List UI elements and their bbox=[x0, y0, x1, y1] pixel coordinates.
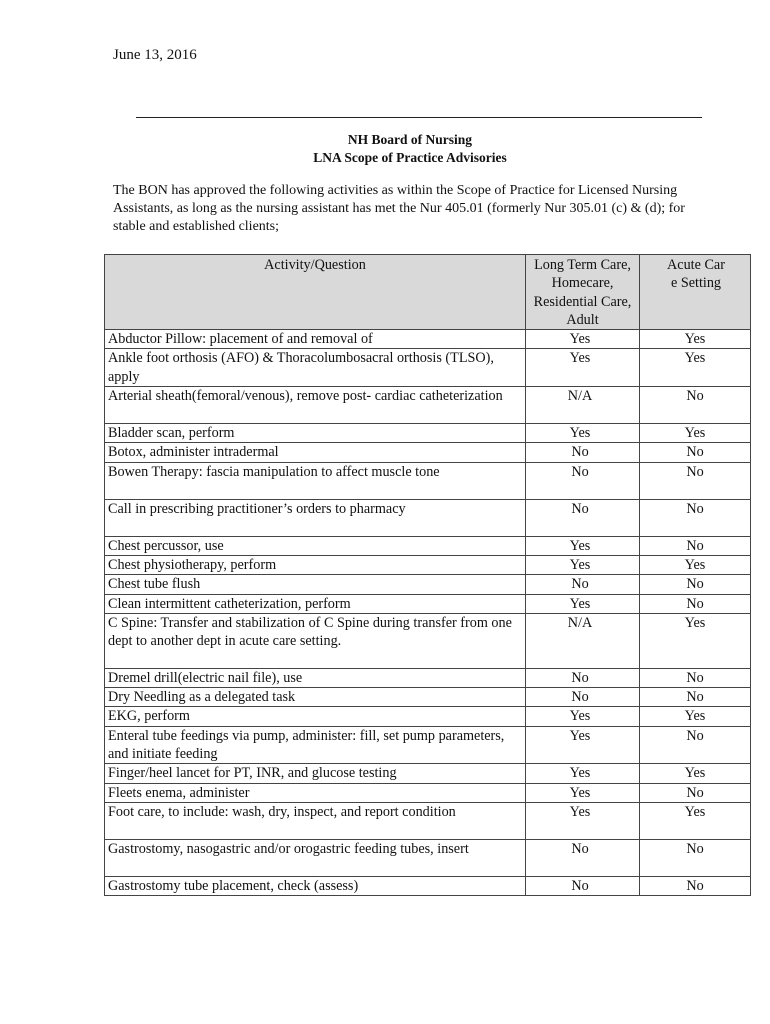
acute-care-cell: No bbox=[640, 726, 751, 764]
table-row bbox=[105, 764, 751, 783]
acute-care-cell: No bbox=[640, 594, 751, 613]
table-row bbox=[105, 688, 751, 707]
acute-care-cell: No bbox=[640, 575, 751, 594]
long-term-care-cell: N/A bbox=[526, 387, 640, 424]
long-term-care-cell: Yes bbox=[526, 536, 640, 555]
table-row bbox=[105, 424, 751, 443]
activity-cell: Dremel drill(electric nail file), use bbox=[105, 668, 526, 687]
acute-care-cell: Yes bbox=[640, 330, 751, 349]
acute-care-cell: Yes bbox=[640, 707, 751, 726]
activity-cell: Chest physiotherapy, perform bbox=[105, 555, 526, 574]
table-row bbox=[105, 387, 751, 424]
acute-care-cell: No bbox=[640, 387, 751, 424]
activity-cell: C Spine: Transfer and stabilization of C Spine during transfer from one dept to another dept in acute care setting. bbox=[105, 613, 526, 668]
column-header-acute-care: Acute Care Setting bbox=[640, 255, 751, 330]
table-row bbox=[105, 783, 751, 802]
activity-cell: Chest percussor, use bbox=[105, 536, 526, 555]
long-term-care-cell: Yes bbox=[526, 764, 640, 783]
long-term-care-cell: No bbox=[526, 688, 640, 707]
table-row bbox=[105, 668, 751, 687]
activity-cell: Dry Needling as a delegated task bbox=[105, 688, 526, 707]
activity-cell: Fleets enema, administer bbox=[105, 783, 526, 802]
activity-cell: Chest tube flush bbox=[105, 575, 526, 594]
document-date: June 13, 2016 bbox=[113, 47, 197, 63]
long-term-care-cell: No bbox=[526, 499, 640, 536]
table-row bbox=[105, 726, 751, 764]
table-row bbox=[105, 839, 751, 876]
table-row bbox=[105, 707, 751, 726]
long-term-care-cell: Yes bbox=[526, 707, 640, 726]
intro-paragraph: The BON has approved the following activities as within the Scope of Practice for Licensed Nursing Assistants, as long as the nursing assistant has met the Nur 405.01 (formerly Nur 305.01 (c) & (d); for stable and established clients; bbox=[113, 183, 685, 234]
acute-care-cell: Yes bbox=[640, 802, 751, 839]
activity-cell: Foot care, to include: wash, dry, inspect, and report condition bbox=[105, 802, 526, 839]
activity-cell: Bowen Therapy: fascia manipulation to affect muscle tone bbox=[105, 462, 526, 499]
long-term-care-cell: Yes bbox=[526, 802, 640, 839]
document-subtitle: LNA Scope of Practice Advisories bbox=[313, 150, 507, 165]
long-term-care-cell: Yes bbox=[526, 783, 640, 802]
acute-care-cell: Yes bbox=[640, 555, 751, 574]
table-row bbox=[105, 462, 751, 499]
activity-cell: Abductor Pillow: placement of and removal of bbox=[105, 330, 526, 349]
table-row bbox=[105, 330, 751, 349]
long-term-care-cell: No bbox=[526, 876, 640, 895]
document-title: NH Board of Nursing bbox=[347, 132, 473, 147]
header-divider bbox=[136, 117, 702, 118]
activity-cell: EKG, perform bbox=[105, 707, 526, 726]
table-row bbox=[105, 536, 751, 555]
table-header-row bbox=[105, 255, 751, 330]
activity-cell: Finger/heel lancet for PT, INR, and glucose testing bbox=[105, 764, 526, 783]
table-row bbox=[105, 613, 751, 668]
acute-care-cell: No bbox=[640, 443, 751, 462]
activity-cell: Bladder scan, perform bbox=[105, 424, 526, 443]
table-row bbox=[105, 876, 751, 895]
long-term-care-cell: No bbox=[526, 575, 640, 594]
acute-care-cell: No bbox=[640, 668, 751, 687]
acute-care-cell: No bbox=[640, 536, 751, 555]
acute-care-cell: Yes bbox=[640, 424, 751, 443]
table-row bbox=[105, 802, 751, 839]
activity-cell: Ankle foot orthosis (AFO) & Thoracolumbosacral orthosis (TLSO), apply bbox=[105, 349, 526, 387]
long-term-care-cell: No bbox=[526, 443, 640, 462]
long-term-care-cell: Yes bbox=[526, 330, 640, 349]
long-term-care-cell: Yes bbox=[526, 726, 640, 764]
activity-cell: Botox, administer intradermal bbox=[105, 443, 526, 462]
table-row bbox=[105, 443, 751, 462]
long-term-care-cell: Yes bbox=[526, 424, 640, 443]
column-header-activity: Activity/Question bbox=[105, 255, 526, 330]
table-row bbox=[105, 555, 751, 574]
acute-care-cell: Yes bbox=[640, 613, 751, 668]
activity-cell: Call in prescribing practitioner’s orders to pharmacy bbox=[105, 499, 526, 536]
acute-care-cell: No bbox=[640, 688, 751, 707]
activity-cell: Clean intermittent catheterization, perform bbox=[105, 594, 526, 613]
long-term-care-cell: Yes bbox=[526, 594, 640, 613]
activity-cell: Enteral tube feedings via pump, administer: fill, set pump parameters, and initiate feeding bbox=[105, 726, 526, 764]
long-term-care-cell: N/A bbox=[526, 613, 640, 668]
column-header-long-term-care: Long Term Care, Homecare, Residential Care, Adult bbox=[526, 255, 640, 330]
activity-cell: Arterial sheath(femoral/venous), remove post- cardiac catheterization bbox=[105, 387, 526, 424]
scope-of-practice-table bbox=[104, 254, 751, 896]
acute-care-cell: No bbox=[640, 462, 751, 499]
table-row bbox=[105, 575, 751, 594]
table-row bbox=[105, 594, 751, 613]
table-row bbox=[105, 499, 751, 536]
long-term-care-cell: No bbox=[526, 839, 640, 876]
acute-care-cell: No bbox=[640, 839, 751, 876]
acute-care-cell: Yes bbox=[640, 349, 751, 387]
acute-care-cell: No bbox=[640, 783, 751, 802]
table-row bbox=[105, 349, 751, 387]
long-term-care-cell: No bbox=[526, 462, 640, 499]
activity-cell: Gastrostomy, nasogastric and/or orogastric feeding tubes, insert bbox=[105, 839, 526, 876]
acute-care-cell: Yes bbox=[640, 764, 751, 783]
long-term-care-cell: Yes bbox=[526, 349, 640, 387]
acute-care-cell: No bbox=[640, 499, 751, 536]
activity-cell: Gastrostomy tube placement, check (assess) bbox=[105, 876, 526, 895]
long-term-care-cell: No bbox=[526, 668, 640, 687]
acute-care-cell: No bbox=[640, 876, 751, 895]
long-term-care-cell: Yes bbox=[526, 555, 640, 574]
